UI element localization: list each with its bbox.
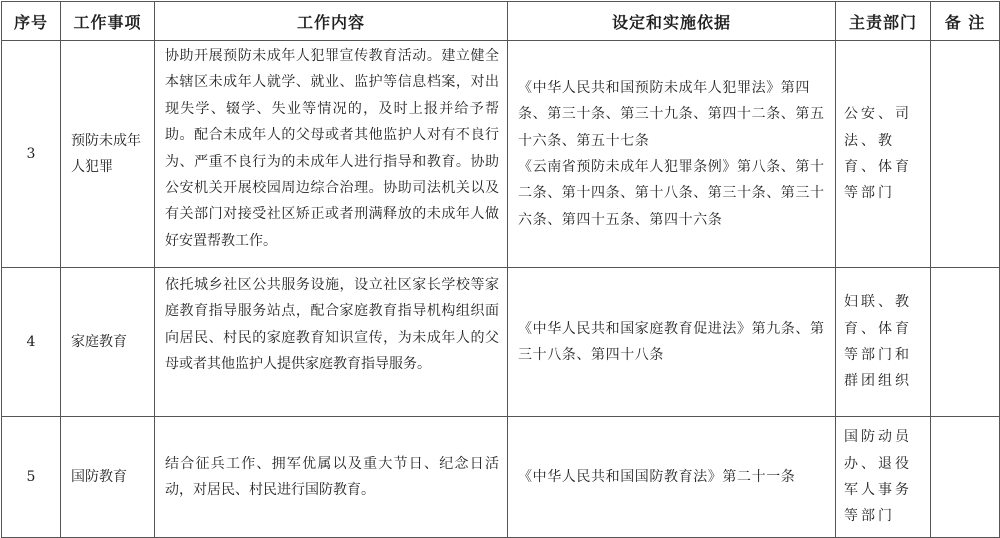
row-note: [931, 41, 1000, 268]
row-department: 公安、司法、教育、体育等部门: [836, 41, 931, 268]
row-content: 依托城乡社区公共服务设施，设立社区家长学校等家庭教育指导服务站点，配合家庭教育指导机构组织面向居民、村民的家庭教育知识宣传，为未成年人的父母或者其他监护人提供家庭教育指导服务。: [155, 268, 508, 417]
row-basis: 《中华人民共和国国防教育法》第二十一条: [508, 417, 836, 538]
row-content: 结合征兵工作、拥军优属以及重大节日、纪念日活动，对居民、村民进行国防教育。: [155, 417, 508, 538]
header-department: 主责部门: [836, 2, 931, 41]
header-content: 工作内容: [155, 2, 508, 41]
row-note: [931, 268, 1000, 417]
row-department: 妇联、教育、体育等部门和群团组织: [836, 268, 931, 417]
row-content: 协助开展预防未成年人犯罪宣传教育活动。建立健全本辖区未成年人就学、就业、监护等信息档案，对出现失学、辍学、失业等情况的，及时上报并给予帮助。配合未成年人的父母或者其他监护人对有不良行为、严重不良行为的未成年人进行指导和教育。协助公安机关开展校园周边综合治理。协助司法机关以及有关部门对接受社区矫正或者刑满释放的未成年人做好安置帮教工作。: [155, 41, 508, 268]
row-note: [931, 417, 1000, 538]
row-item: 国防教育: [61, 417, 155, 538]
header-note: 备 注: [931, 2, 1000, 41]
row-index: 4: [2, 268, 61, 417]
row-basis: 《中华人民共和国预防未成年人犯罪法》第四条、第三十条、第三十九条、第四十二条、第五十六条、第五十七条 《云南省预防未成年人犯罪条例》第八条、第十二条、第十四条、第十八条、第三十条、第三十六条、第四十五条、第四十六条: [508, 41, 836, 268]
table-row: [2, 41, 1000, 268]
table-row: [2, 268, 1000, 417]
header-index: 序号: [2, 2, 61, 41]
table-row: [2, 417, 1000, 538]
header-item: 工作事项: [61, 2, 155, 41]
row-index: 3: [2, 41, 61, 268]
row-basis: 《中华人民共和国家庭教育促进法》第九条、第三十八条、第四十八条: [508, 268, 836, 417]
table-header-row: [2, 2, 1000, 41]
row-item: 家庭教育: [61, 268, 155, 417]
responsibility-table: [1, 1, 1000, 538]
row-index: 5: [2, 417, 61, 538]
row-item: 预防未成年人犯罪: [61, 41, 155, 268]
row-department: 国防动员办、退役军人事务等部门: [836, 417, 931, 538]
header-basis: 设定和实施依据: [508, 2, 836, 41]
